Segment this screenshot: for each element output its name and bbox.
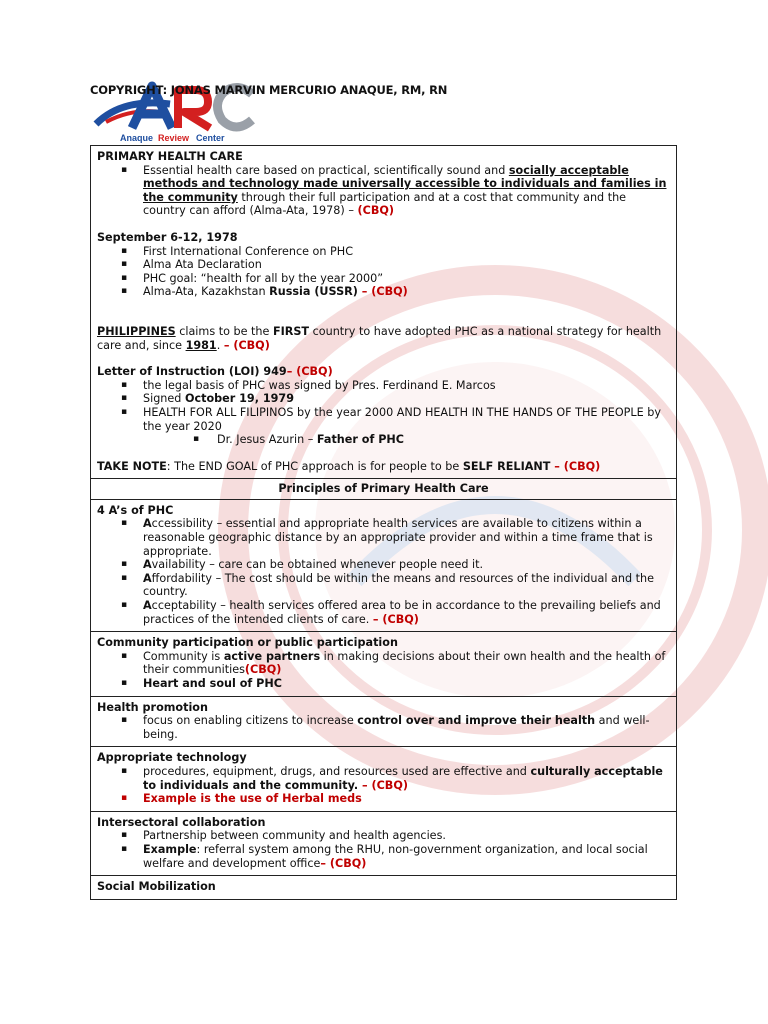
list-item: ▪ Signed October 19, 1979 — [143, 392, 670, 406]
principles-heading: Principles of Primary Health Care — [91, 479, 676, 500]
list-item: ▪ Affordability – The cost should be within the means and resources of the individual and the country. — [143, 572, 670, 599]
take-note: TAKE NOTE: The END GOAL of PHC approach is for people to be SELF RELIANT – (CBQ) — [97, 459, 601, 473]
four-as-list — [97, 517, 670, 626]
list-item: ▪ HEALTH FOR ALL FILIPINOS by the year 2000 AND HEALTH IN THE HANDS OF THE PEOPLE by the year 2020 — [143, 406, 670, 433]
loi-list — [97, 379, 670, 433]
mobilization-title: Social Mobilization — [97, 880, 216, 894]
list-item: ▪ procedures, equipment, drugs, and resources used are effective and culturally acceptable to individuals and the community. – (CBQ) — [143, 765, 670, 792]
community-title: Community participation or public participation — [97, 636, 398, 650]
intersectoral-list — [97, 829, 670, 870]
list-item: ▪ Alma-Ata, Kazakhstan Russia (USSR) – (CBQ) — [143, 285, 670, 299]
list-item: ▪ Acceptability – health services offered area to be in accordance to the prevailing beliefs and practices of the intended clients of care. – (CBQ) — [143, 599, 670, 626]
list-item: ▪ PHC goal: “health for all by the year 2000” — [143, 272, 670, 286]
community-list — [97, 650, 670, 691]
list-item: ▪ Heart and soul of PHC — [143, 677, 670, 691]
svg-text:Review: Review — [158, 133, 190, 143]
list-item: ▪ Community is active partners in making decisions about their own health and the health of their communities(CBQ) — [143, 650, 670, 677]
copyright-text: COPYRIGHT: JONAS MARVIN MERCURIO ANAQUE, RM, RN — [90, 83, 448, 97]
four-as-title: 4 A’s of PHC — [97, 503, 174, 517]
technology-title: Appropriate technology — [97, 751, 247, 765]
list-item: ▪ Example: referral system among the RHU, non-government organization, and local social welfare and development office– (CBQ) — [143, 843, 670, 870]
list-item: ▪ Dr. Jesus Azurin – Father of PHC — [217, 433, 670, 447]
svg-text:Center: Center — [196, 133, 225, 143]
community-section — [91, 632, 676, 696]
technology-list — [97, 765, 670, 806]
svg-text:Anaque: Anaque — [120, 133, 154, 143]
loi-sublist — [97, 433, 670, 447]
intro-section — [91, 146, 676, 479]
promotion-title: Health promotion — [97, 700, 208, 714]
reviewer-table — [90, 145, 677, 900]
intersectoral-title: Intersectoral collaboration — [97, 815, 266, 829]
loi-title: Letter of Instruction (LOI) 949– (CBQ) — [97, 365, 333, 379]
philippines-paragraph: PHILIPPINES claims to be the FIRST country to have adopted PHC as a national strategy for health care and, since 1981. – (CBQ) — [97, 324, 662, 352]
four-as-section — [91, 500, 676, 632]
list-item: ▪ Partnership between community and health agencies. — [143, 829, 670, 843]
list-item: ▪ Availability – care can be obtained whenever people need it. — [143, 558, 670, 572]
phc-title: PRIMARY HEALTH CARE — [97, 150, 243, 163]
list-item: ▪ focus on enabling citizens to increase control over and improve their health and well-being. — [143, 714, 670, 741]
list-item: ▪ Alma Ata Declaration — [143, 258, 670, 272]
september-title: September 6-12, 1978 — [97, 230, 238, 244]
september-list — [97, 245, 670, 299]
phc-definition-list — [97, 164, 670, 218]
phc-definition: ▪ Essential health care based on practical, scientifically sound and socially acceptable methods and technology made universally accessible to individuals and families in the community through their full participation and at a cost that community and the country can afford (Alma-Ata, 1978) – (CBQ) — [143, 164, 670, 218]
list-item: ▪ First International Conference on PHC — [143, 245, 670, 259]
intersectoral-section — [91, 812, 676, 876]
list-item: ▪ Example is the use of Herbal meds — [143, 792, 670, 806]
technology-section — [91, 747, 676, 811]
promotion-list — [97, 714, 670, 741]
list-item: ▪ the legal basis of PHC was signed by Pres. Ferdinand E. Marcos — [143, 379, 670, 393]
promotion-section — [91, 697, 676, 748]
list-item: ▪ Accessibility – essential and appropriate health services are available to citizens within a reasonable geographic distance by an appropriate provider and within a time frame that is appropriate. — [143, 517, 670, 558]
mobilization-section — [91, 876, 676, 899]
